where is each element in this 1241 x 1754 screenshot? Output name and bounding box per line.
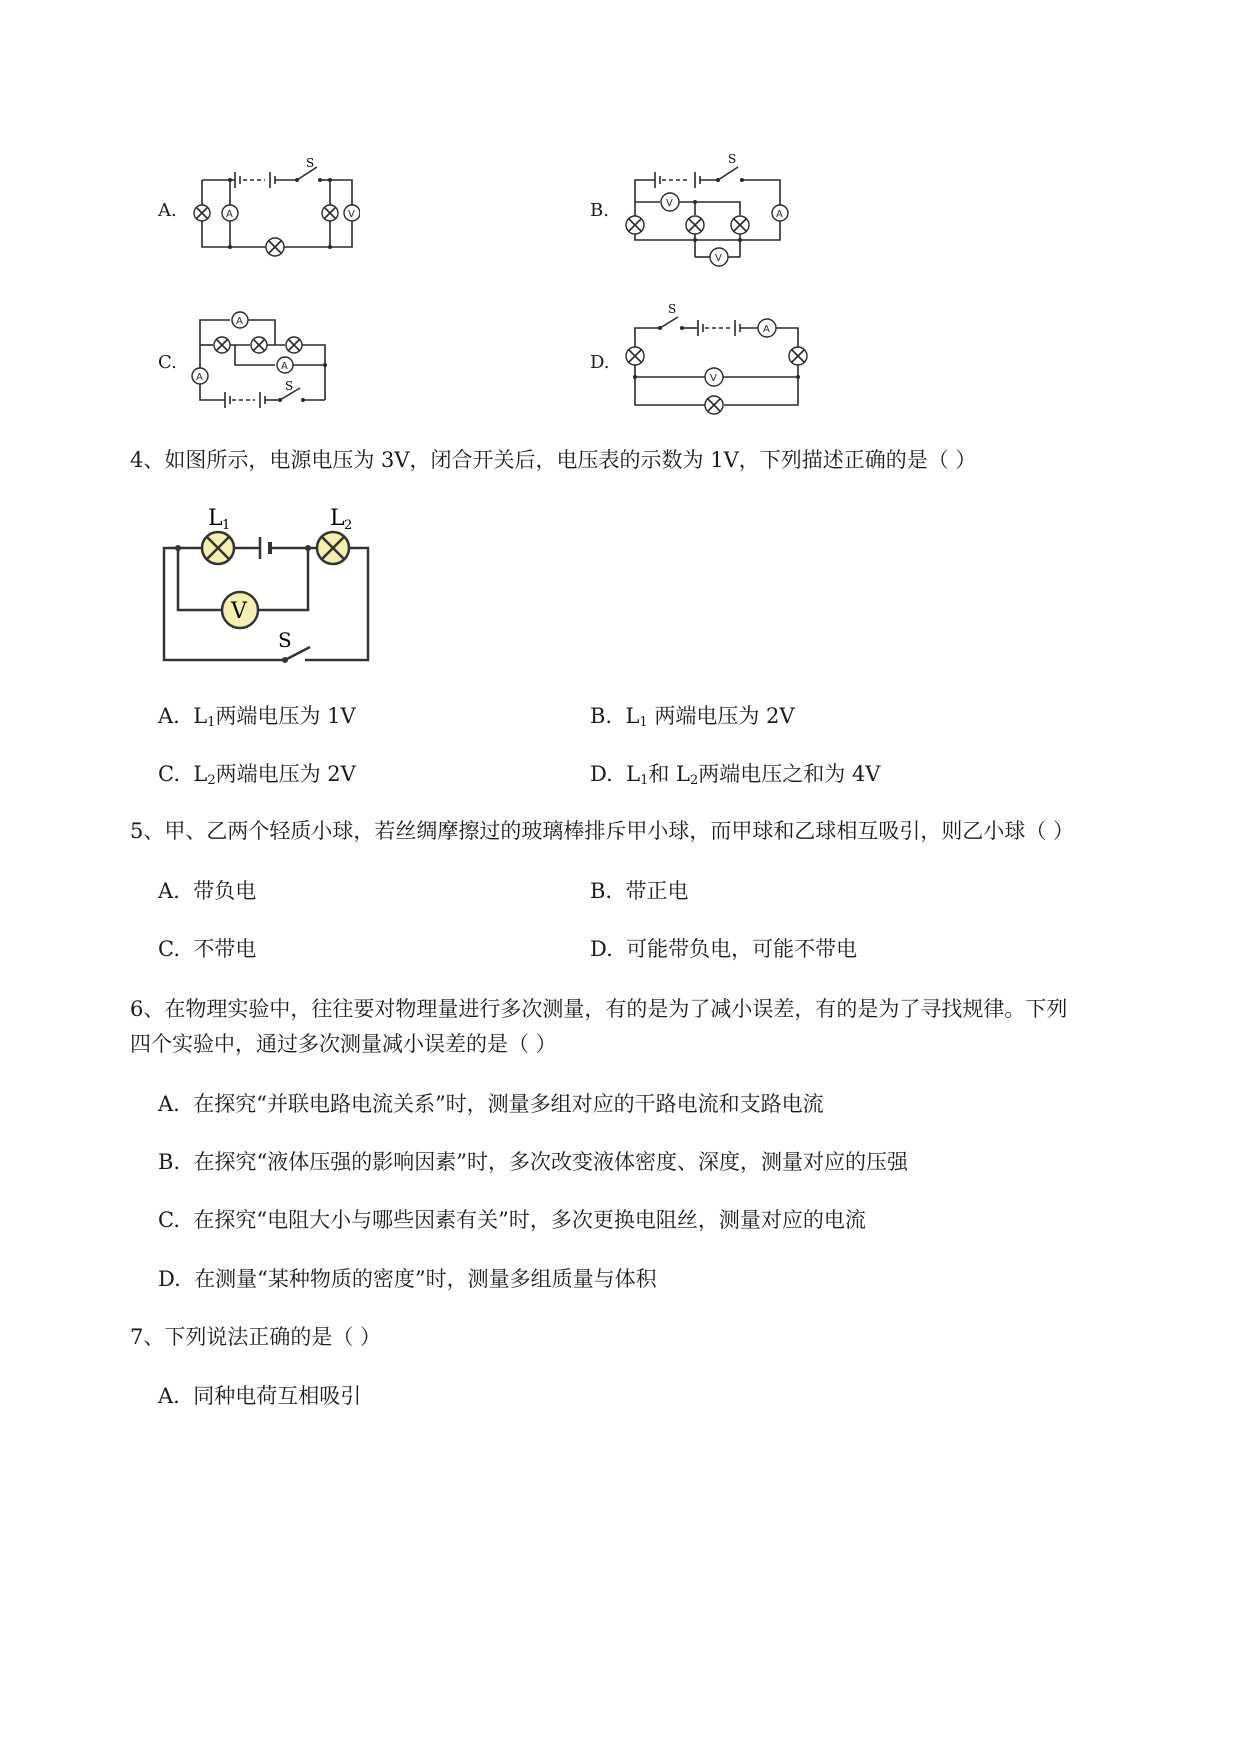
svg-text:V: V: [666, 198, 673, 209]
svg-text:L: L: [208, 506, 223, 531]
question-6-stem-line1: 6、在物理实验中，往往要对物理量进行多次测量，有的是为了减小误差，有的是为了寻找规律。下列: [130, 997, 1068, 1021]
q3-circuit-a-diagram: [185, 145, 360, 265]
q6-option-b[interactable]: B. 在探究“液体压强的影响因素”时，多次改变液体密度、深度，测量对应的压强: [158, 1150, 908, 1174]
q3-option-a-label: A.: [158, 200, 177, 221]
question-7-stem: 7、下列说法正确的是（ ）: [130, 1325, 382, 1349]
svg-text:S: S: [285, 379, 294, 393]
svg-text:S: S: [668, 302, 677, 316]
q5-option-c[interactable]: C. 不带电: [158, 937, 257, 961]
q3-option-c-label: C.: [158, 352, 177, 373]
svg-text:L: L: [330, 506, 345, 531]
q5-option-a[interactable]: A. 带负电: [158, 879, 257, 903]
q4-option-a[interactable]: A. $L_1$两端电压为 1V: [158, 704, 356, 730]
svg-text:V: V: [348, 209, 355, 220]
svg-text:2: 2: [344, 518, 353, 533]
q4-option-d[interactable]: D. $L_1$和 $L_2$两端电压之和为 4V: [590, 762, 881, 788]
q5-option-b[interactable]: B. 带正电: [590, 879, 689, 903]
svg-text:A: A: [776, 209, 783, 220]
question-5-stem: 5、甲、乙两个轻质小球，若丝绸摩擦过的玻璃棒排斥甲小球，而甲球和乙球相互吸引，则乙小球（ ）: [130, 819, 1075, 843]
svg-text:A: A: [236, 316, 243, 327]
svg-text:A: A: [281, 361, 288, 372]
q3-option-b-label: B.: [590, 200, 609, 221]
q5-option-d[interactable]: D. 可能带负电，可能不带电: [590, 937, 858, 961]
svg-text:A: A: [763, 324, 770, 335]
svg-text:V: V: [710, 373, 717, 384]
question-6-stem-line2: 四个实验中，通过多次测量减小误差的是（ ）: [130, 1032, 557, 1056]
q3-circuit-b-diagram: [620, 145, 805, 270]
q4-circuit-diagram: [150, 495, 390, 670]
svg-text:V: V: [231, 599, 247, 624]
q6-option-d[interactable]: D. 在测量“某种物质的密度”时，测量多组质量与体积: [158, 1267, 657, 1291]
q4-option-b[interactable]: B. $L_1$ 两端电压为 2V: [590, 704, 795, 730]
q3-circuit-d-diagram: [620, 295, 815, 420]
svg-text:1: 1: [222, 518, 231, 533]
svg-text:A: A: [196, 372, 203, 383]
q3-option-d-label: D.: [590, 352, 610, 373]
svg-text:S: S: [278, 628, 292, 652]
q6-option-a[interactable]: A. 在探究“并联电路电流关系”时，测量多组对应的干路电流和支路电流: [158, 1092, 824, 1116]
q7-option-a[interactable]: A. 同种电荷互相吸引: [158, 1384, 362, 1408]
q6-option-c[interactable]: C. 在探究“电阻大小与哪些因素有关”时，多次更换电阻丝，测量对应的电流: [158, 1208, 866, 1232]
svg-text:A: A: [226, 209, 233, 220]
switch-label: S: [306, 156, 315, 170]
svg-text:V: V: [715, 253, 722, 264]
question-4-stem: 4、如图所示，电源电压为 3V，闭合开关后，电压表的示数为 1V，下列描述正确的是（ ）: [130, 448, 977, 472]
q4-option-c[interactable]: C. $L_2$两端电压为 2V: [158, 762, 356, 788]
q3-circuit-c-diagram: [185, 300, 340, 415]
svg-text:S: S: [728, 152, 737, 166]
